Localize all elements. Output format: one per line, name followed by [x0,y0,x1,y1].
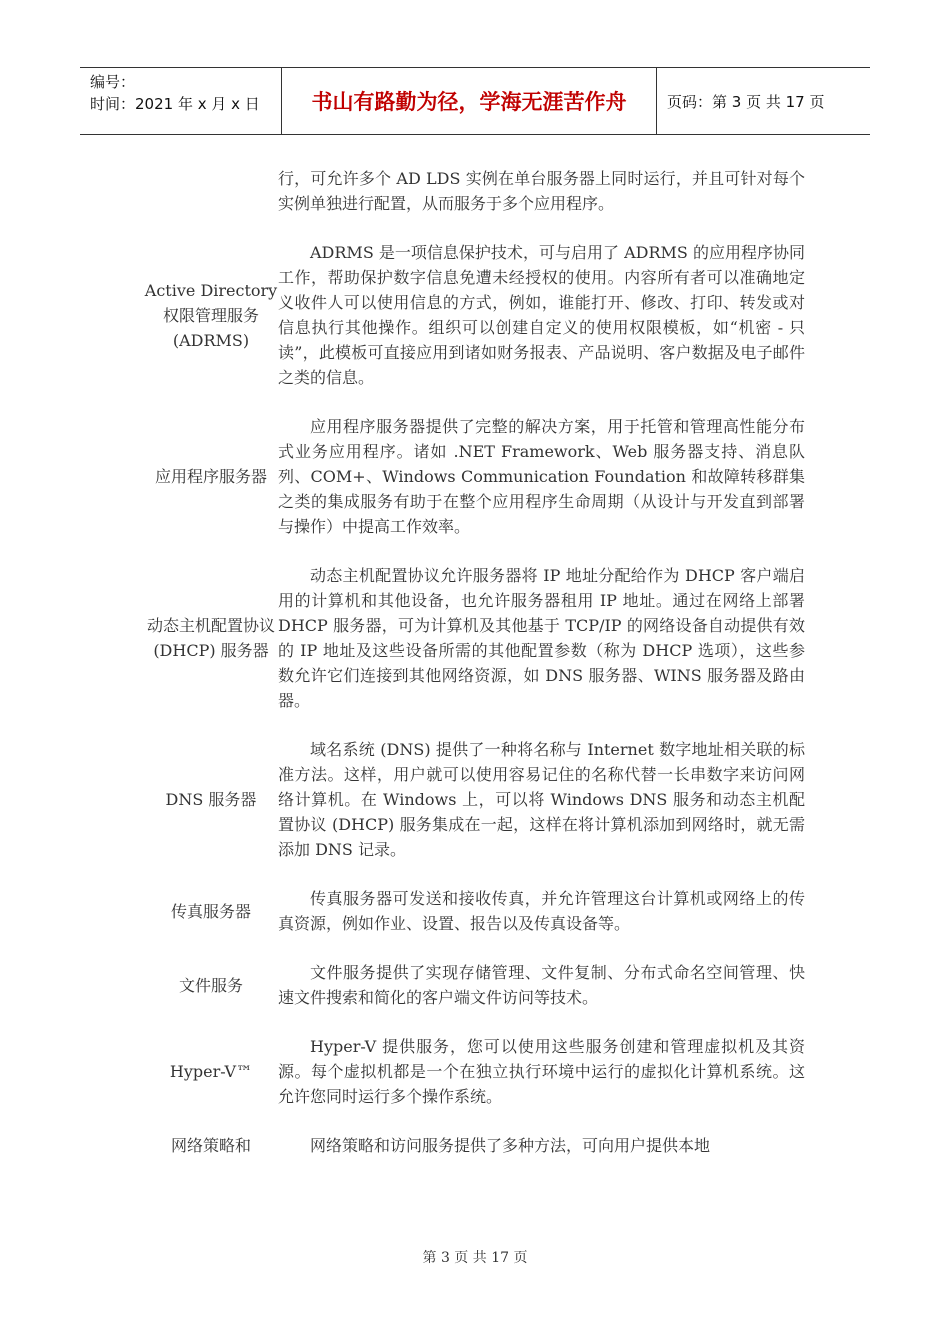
table-row [140,240,805,390]
page-footer: 第 3 页 共 17 页 [422,1250,528,1266]
row-label [140,166,278,216]
table-row [140,886,805,936]
table-row [140,1133,805,1158]
table-row [140,563,805,713]
row-description: 网络策略和访问服务提供了多种方法，可向用户提供本地 [310,1136,711,1155]
date-label: 时间：2021 年 x 月 x 日 [90,95,260,113]
row-description: 域名系统 (DNS) 提供了一种将名称与 Internet 数字地址相关联的标准方法。这样，用户就可以使用容易记住的名称代替一长串数字来访问网络计算机。在 Windows 上，可以将 Windows DNS 服务和动态主机配置协议 (DHCP) 服务集成在一起，这样在将计算机添加到网络时，就无需添加 DNS 记录。 [278,740,805,859]
services-table [140,166,805,1182]
header-motto: 书山有路勤为径，学海无涯苦作舟 [282,68,657,134]
row-description: 应用程序服务器提供了完整的解决方案，用于托管和管理高性能分布式业务应用程序。诸如 .NET Framework、Web 服务器支持、消息队列、COM+、Windows Communication Foundation 和故障转移群集之类的集成服务有助于在整个应用程序生命周期（从设计与开发直到部署与操作）中提高工作效率。 [278,417,805,536]
table-row [140,414,805,539]
table-row [140,1034,805,1109]
row-label: DNS 服务器 [165,790,257,809]
number-label: 编号： [90,73,136,91]
row-description: 文件服务提供了实现存储管理、文件复制、分布式命名空间管理、快速文件搜索和简化的客户端文件访问等技术。 [278,963,805,1007]
row-label: 文件服务 [178,975,243,995]
row-label: Hyper-V™ [169,1062,253,1081]
table-row [140,737,805,862]
header-meta [80,68,282,134]
header-page-number: 页码：第 3 页 共 17 页 [667,92,825,111]
row-label: 应用程序服务器 [154,467,267,486]
table-row [140,166,805,216]
row-label: 网络策略和 [170,1136,251,1155]
row-description: 动态主机配置协议允许服务器将 IP 地址分配给作为 DHCP 客户端启用的计算机和其他设备，也允许服务器租用 IP 地址。通过在网络上部署 DHCP 服务器，可为计算机及其他基于 TCP/IP 的网络设备自动提供有效的 IP 地址及这些设备所需的其他配置参数（称为 DHCP 选项），这些参数允许它们连接到其他网络资源，如 DNS 服务器、WINS 服务器及路由器。 [278,566,805,710]
row-description: Hyper-V 提供服务，您可以使用这些服务创建和管理虚拟机及其资源。每个虚拟机都是一个在独立执行环境中运行的虚拟化计算机系统。这允许您同时运行多个操作系统。 [278,1037,805,1106]
row-label: Active Directory 权限管理服务(ADRMS) [144,280,278,350]
row-label: 动态主机配置协议 (DHCP) 服务器 [146,616,275,660]
row-description: ADRMS 是一项信息保护技术，可与启用了 ADRMS 的应用程序协同工作，帮助保护数字信息免遭未经授权的使用。内容所有者可以准确地定义收件人可以使用信息的方式，例如，谁能打开、修改、打印、转发或对信息执行其他操作。组织可以创建自定义的使用权限模板，如“机密 - 只读”，此模板可直接应用到诸如财务报表、产品说明、客户数据及电子邮件之类的信息。 [278,243,805,387]
table-row [140,960,805,1010]
row-label: 传真服务器 [170,901,251,921]
row-description: 行，可允许多个 AD LDS 实例在单台服务器上同时运行，并且可针对每个实例单独进行配置，从而服务于多个应用程序。 [278,169,805,213]
page-header [80,67,870,135]
row-description: 传真服务器可发送和接收传真，并允许管理这台计算机或网络上的传真资源，例如作业、设置、报告以及传真设备等。 [278,889,805,933]
